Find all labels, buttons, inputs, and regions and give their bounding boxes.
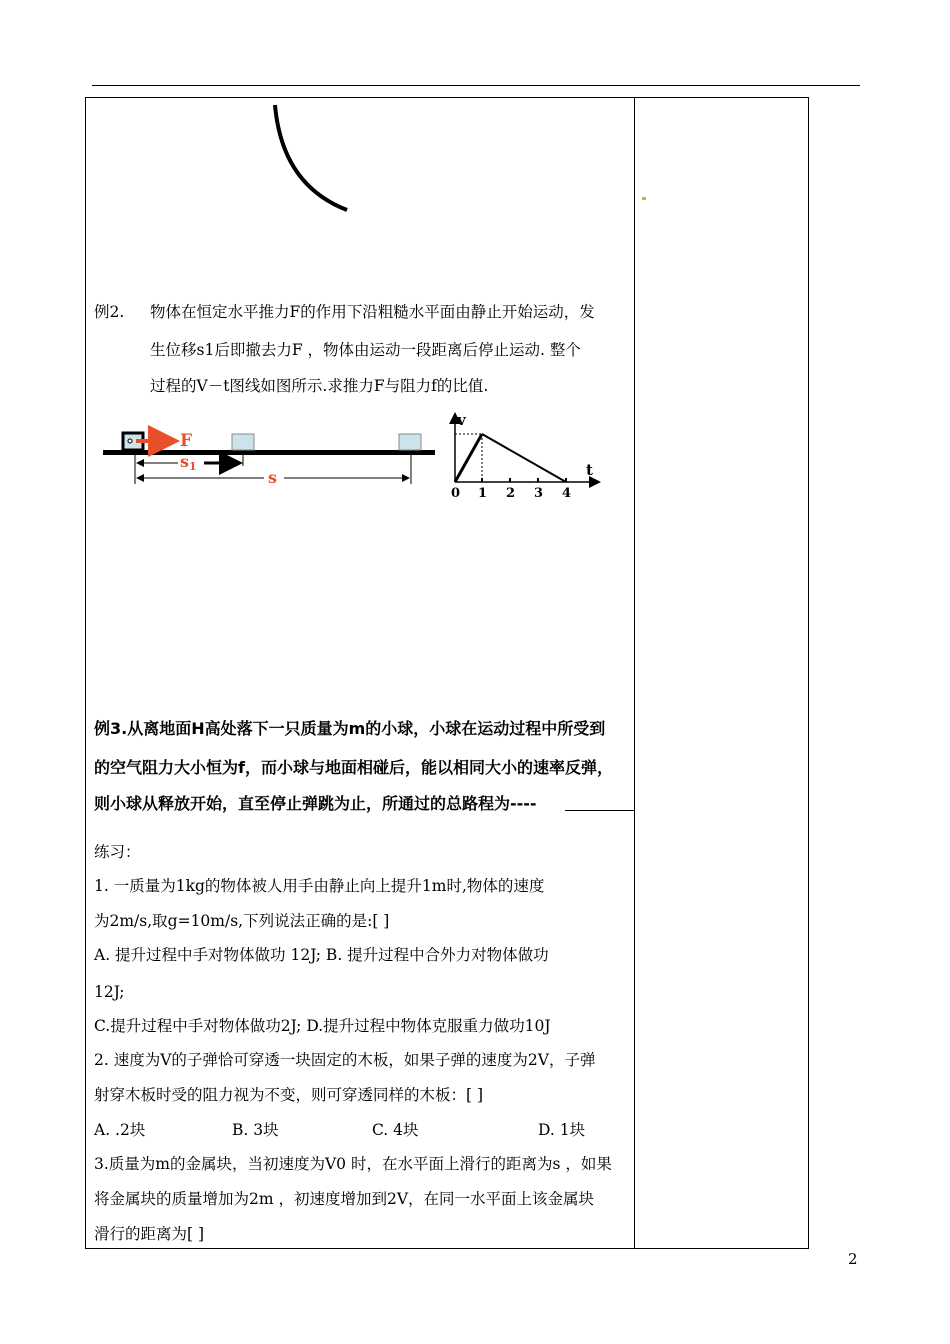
example3-line3: 则小球从释放开始，直至停止弹跳为止，所通过的总路程为---- <box>94 794 537 813</box>
answer-blank <box>565 810 634 811</box>
q2-option-d: D. 1块 <box>538 1121 586 1139</box>
arc-figure <box>260 100 360 220</box>
q1-line1: 1. 一质量为1kg的物体被人用手由静止向上提升1m时,物体的速度 <box>94 877 545 895</box>
arc-track <box>275 105 347 210</box>
q2-line1: 2. 速度为V的子弹恰可穿透一块固定的木板，如果子弹的速度为2V，子弹 <box>94 1051 596 1069</box>
margin-dot <box>642 197 646 200</box>
vt-graph <box>442 405 602 500</box>
q1-option-cd: C.提升过程中手对物体做功2J; D.提升过程中物体克服重力做功10J <box>94 1017 551 1035</box>
ground-surface <box>103 450 435 455</box>
q1-line2: 为2m/s,取g=10m/s,下列说法正确的是:[ ] <box>94 912 390 930</box>
header-rule <box>92 85 860 86</box>
tick-4: 4 <box>562 486 572 500</box>
block-end <box>399 434 421 450</box>
example2-line1: 物体在恒定水平推力F的作用下沿粗糙水平面由静止开始运动，发 <box>150 303 595 321</box>
q1-option-ab: A. 提升过程中手对物体做功 12J; B. 提升过程中合外力对物体做功 <box>94 946 549 964</box>
column-divider <box>634 97 635 1249</box>
q2-line2: 射穿木板时受的阻力视为不变，则可穿透同样的木板：[ ] <box>94 1086 484 1104</box>
tick-3: 3 <box>534 486 544 500</box>
content-table <box>85 97 809 1249</box>
q3-line3: 滑行的距离为[ ] <box>94 1225 205 1243</box>
q2-option-a: A. .2块 <box>94 1121 146 1139</box>
block-middle <box>232 434 254 450</box>
decel-segment <box>482 434 566 482</box>
q3-line2: 将金属块的质量增加为2m ，初速度增加到2V，在同一水平面上该金属块 <box>94 1190 595 1208</box>
tick-2: 2 <box>506 486 516 500</box>
example3-line1: 例3.从离地面H高处落下一只质量为m的小球，小球在运动过程中所受到 <box>94 719 606 738</box>
figure-top-rule <box>150 97 430 98</box>
q2-option-b: B. 3块 <box>232 1121 279 1139</box>
q3-line1: 3.质量为m的金属块，当初速度为V0 时，在水平面上滑行的距离为s ，如果 <box>94 1155 612 1173</box>
tick-1: 1 <box>478 486 488 500</box>
example2-line2: 生位移s1后即撤去力F ，物体由运动一段距离后停止运动. 整个 <box>150 341 581 359</box>
accel-segment <box>455 434 482 482</box>
q1-option-ab-cont: 12J; <box>94 983 125 1001</box>
q2-option-c: C. 4块 <box>372 1121 419 1139</box>
s-label: s <box>268 468 278 487</box>
example3-line2: 的空气阻力大小恒为f，而小球与地面相碰后，能以相同大小的速率反弹， <box>94 758 613 777</box>
s1-label: s1 <box>180 452 197 473</box>
motion-diagram <box>100 422 440 492</box>
tick-0: 0 <box>451 486 461 500</box>
v-axis-label: v <box>457 411 466 429</box>
practice-heading: 练习： <box>94 843 141 861</box>
page-number: 2 <box>848 1250 858 1268</box>
t-axis-label: t <box>586 461 593 479</box>
example2-label: 例2. <box>94 303 125 321</box>
force-label: F <box>180 431 193 451</box>
example2-line3: 过程的V－t图线如图所示.求推力F与阻力f的比值. <box>150 377 489 395</box>
